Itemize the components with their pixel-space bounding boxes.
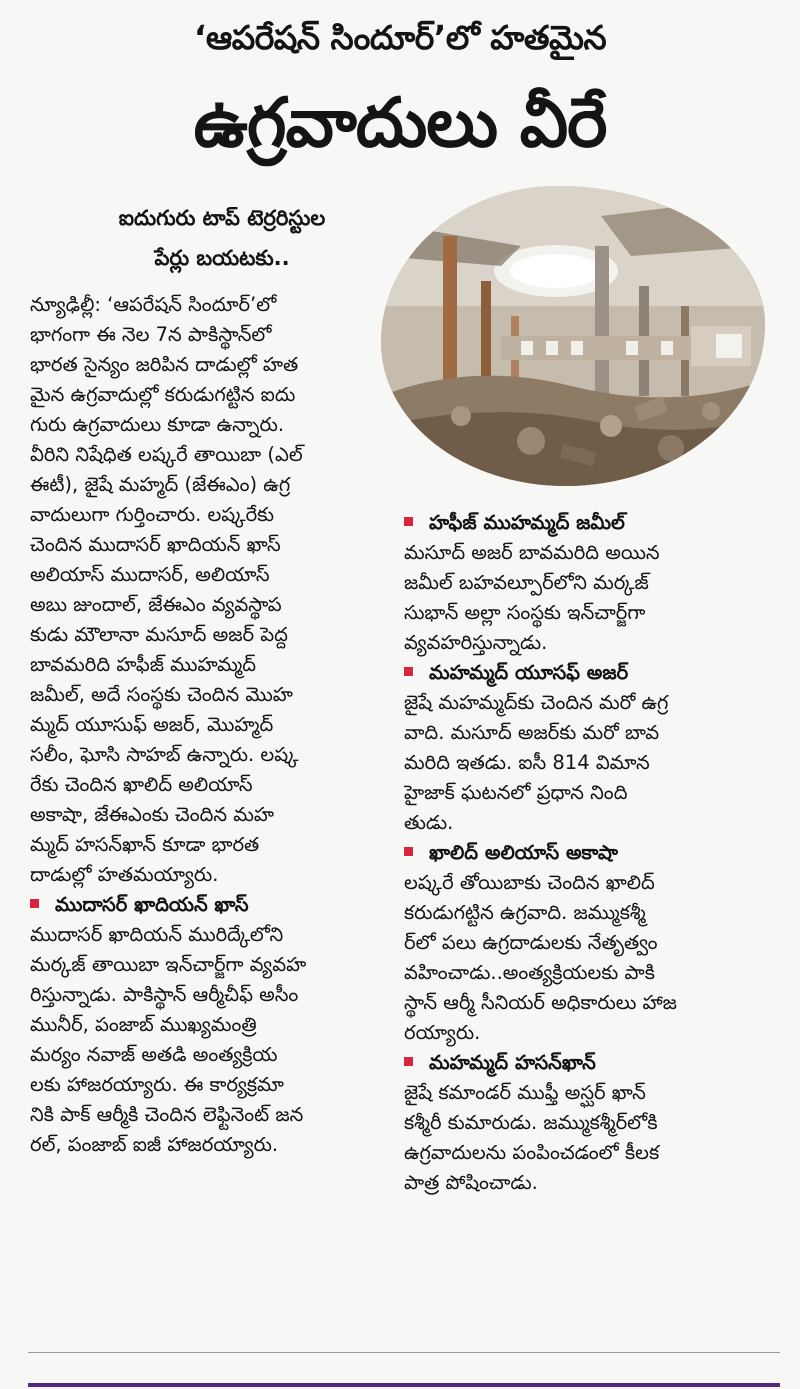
- body-line: ముదాసర్ ఖాదియన్ మురిద్కేలోని: [30, 923, 284, 946]
- body-line: వహించాడు..అంత్యక్రియలకు పాకి: [404, 961, 655, 984]
- bullet-square-icon: [404, 1057, 413, 1066]
- body-line: భాగంగా ఈ నెల 7న పాకిస్థాన్‌లో: [30, 323, 272, 346]
- body-line: మరిది ఇతడు. ఐసీ 814 విమాన: [404, 751, 650, 774]
- body-line: రేకు చెందిన ఖాలిద్ అలియాస్: [30, 773, 253, 796]
- body-line: రల్, పంజాబ్ ఐజీ హాజరయ్యారు.: [30, 1133, 279, 1156]
- body-line: ఉగ్రవాదులను పంపించడంలో కీలక: [404, 1141, 660, 1164]
- body-line: కుడు మౌలానా మసూద్ అజర్ పెద్ద: [30, 623, 288, 646]
- body-line: హైజాక్ ఘటనలో ప్రధాన నింది: [404, 781, 628, 804]
- body-line: పాత్ర పోషించాడు.: [404, 1171, 538, 1194]
- section-heading-text: ఖాలిద్ అలియాస్ అకాషా: [429, 841, 618, 864]
- body-line: జమీల్ బహవల్పూర్‌లోని మర్కజ్: [404, 571, 649, 594]
- bullet-square-icon: [30, 899, 39, 908]
- body-line: రయ్యారు.: [404, 1021, 481, 1044]
- bullet-square-icon: [404, 517, 413, 526]
- body-line: మునీర్, పంజాబ్ ముఖ్యమంత్రి: [30, 1013, 257, 1036]
- section-heading-text: ముదాసర్ ఖాదియన్ ఖాస్: [55, 893, 249, 916]
- section-heading-hafeez: [404, 508, 768, 538]
- body-line: నికి పాక్ ఆర్మీకి చెందిన లెఫ్టినెంట్ జన: [30, 1103, 304, 1126]
- body-line: భారత సైన్యం జరిపిన దాడుల్లో హత: [30, 353, 299, 376]
- body-line: వీరిని నిషేధిత లష్కరే తాయిబా (ఎల్: [30, 443, 303, 466]
- body-line: వ్యవహరిస్తున్నాడు.: [404, 631, 548, 654]
- section-heading-text: మహమ్మద్ యూసఫ్ అజర్: [429, 661, 629, 684]
- body-line: లష్కరే తోయిబాకు చెందిన ఖాలిద్: [404, 871, 655, 894]
- body-line: స్థాన్ ఆర్మీ సీనియర్ అధికారులు హాజ: [404, 991, 677, 1014]
- section-heading-hasan: [404, 1048, 768, 1078]
- news-photo: [381, 186, 765, 486]
- bottom-accent-rule: [28, 1383, 780, 1387]
- headline: ఉగ్రవాదులు వీరే: [193, 84, 607, 163]
- left-column: [30, 290, 382, 1160]
- body-line: మ్మద్ హసన్‌ఖాన్ కూడా భారత: [30, 833, 260, 856]
- body-line: గురు ఉగ్రవాదులు కూడా ఉన్నారు.: [30, 413, 285, 436]
- body-line: న్యూఢిల్లీ: ‘ఆపరేషన్ సిందూర్’లో: [30, 293, 277, 316]
- section-heading-khalid: [404, 838, 768, 868]
- body-line: మైన ఉగ్రవాదుల్లో కరుడుగట్టిన ఐదు: [30, 383, 296, 406]
- bottom-divider: [28, 1352, 780, 1353]
- body-line: చెందిన ముదాసర్ ఖాదియన్ ఖాస్: [30, 533, 281, 556]
- body-line: జమీల్, అదే సంస్థకు చెందిన మొహ: [30, 683, 293, 706]
- body-line: కరుడుగట్టిన ఉగ్రవాది. జమ్ముకశ్మీ: [404, 901, 646, 924]
- mosque-interior-rubble-image: [381, 186, 765, 486]
- body-line: అలియాస్ ముదాసర్, అలియాస్: [30, 563, 270, 586]
- body-line: మ్మద్ యూసుఫ్ అజర్, మొహ్మద్: [30, 713, 274, 736]
- body-line: సలీం, ఘోసి సాహబ్ ఉన్నారు. లష్క: [30, 743, 299, 766]
- body-line: మర్యం నవాజ్ అతడి అంత్యక్రియ: [30, 1043, 278, 1066]
- body-line: మసూద్ అజర్ బావమరిది అయిన: [404, 541, 660, 564]
- kicker: ‘ఆపరేషన్ సిందూర్’లో హతమైన: [193, 18, 607, 57]
- body-line: దాడుల్లో హతమయ్యారు.: [30, 863, 219, 886]
- body-line: జైషే కమాండర్ ముఫ్తీ అస్ఘర్ ఖాన్: [404, 1081, 646, 1104]
- body-line: ఈటీ), జైషే మహ్మద్ (జేఈఎం) ఉగ్ర: [30, 473, 291, 496]
- section-heading-mudassar: [30, 890, 382, 920]
- body-line: వాదులుగా గుర్తించారు. లష్కరేకు: [30, 503, 275, 526]
- body-line: తుడు.: [404, 811, 454, 834]
- body-line: వాది. మసూద్ అజర్‌కు మరో బావ: [404, 721, 660, 744]
- section-heading-text: మహమ్మద్ హసన్‌ఖాన్: [429, 1051, 596, 1074]
- right-column: [404, 508, 768, 1198]
- body-line: ర్‌లో పలు ఉగ్రదాడులకు నేతృత్వం: [404, 931, 658, 954]
- body-line: మర్కజ్ తాయిబా ఇన్‌చార్జ్‌గా వ్యవహ: [30, 953, 307, 976]
- section-heading-text: హఫీజ్ ముహమ్మద్ జమీల్: [429, 511, 625, 534]
- subhead-line-2: పేర్లు బయటకు..: [154, 246, 290, 270]
- body-line: బావమరిది హఫీజ్ ముహమ్మద్: [30, 653, 257, 676]
- body-line: లకు హాజరయ్యారు. ఈ కార్యక్రమా: [30, 1073, 284, 1096]
- body-line: జైషే మహమ్మద్‌కు చెందిన మరో ఉగ్ర: [404, 691, 669, 714]
- body-line: అబు జుందాల్, జేఈఎం వ్యవస్థాప: [30, 593, 282, 616]
- bullet-square-icon: [404, 667, 413, 676]
- body-line: అకాషా, జేఈఎంకు చెందిన మహ: [30, 803, 275, 826]
- body-line: కశ్మీరీ కుమారుడు. జమ్ముకశ్మీర్‌లోకి: [404, 1111, 658, 1134]
- body-line: రిస్తున్నాడు. పాకిస్థాన్ ఆర్మీచీఫ్ అసీం: [30, 983, 299, 1006]
- body-line: సుభాన్ అల్లా సంస్థకు ఇన్‌చార్జ్‌గా: [404, 601, 646, 624]
- section-heading-yusuf: [404, 658, 768, 688]
- bullet-square-icon: [404, 847, 413, 856]
- subhead-line-1: ఐదుగురు టాప్ టెర్రరిస్టుల: [118, 206, 326, 230]
